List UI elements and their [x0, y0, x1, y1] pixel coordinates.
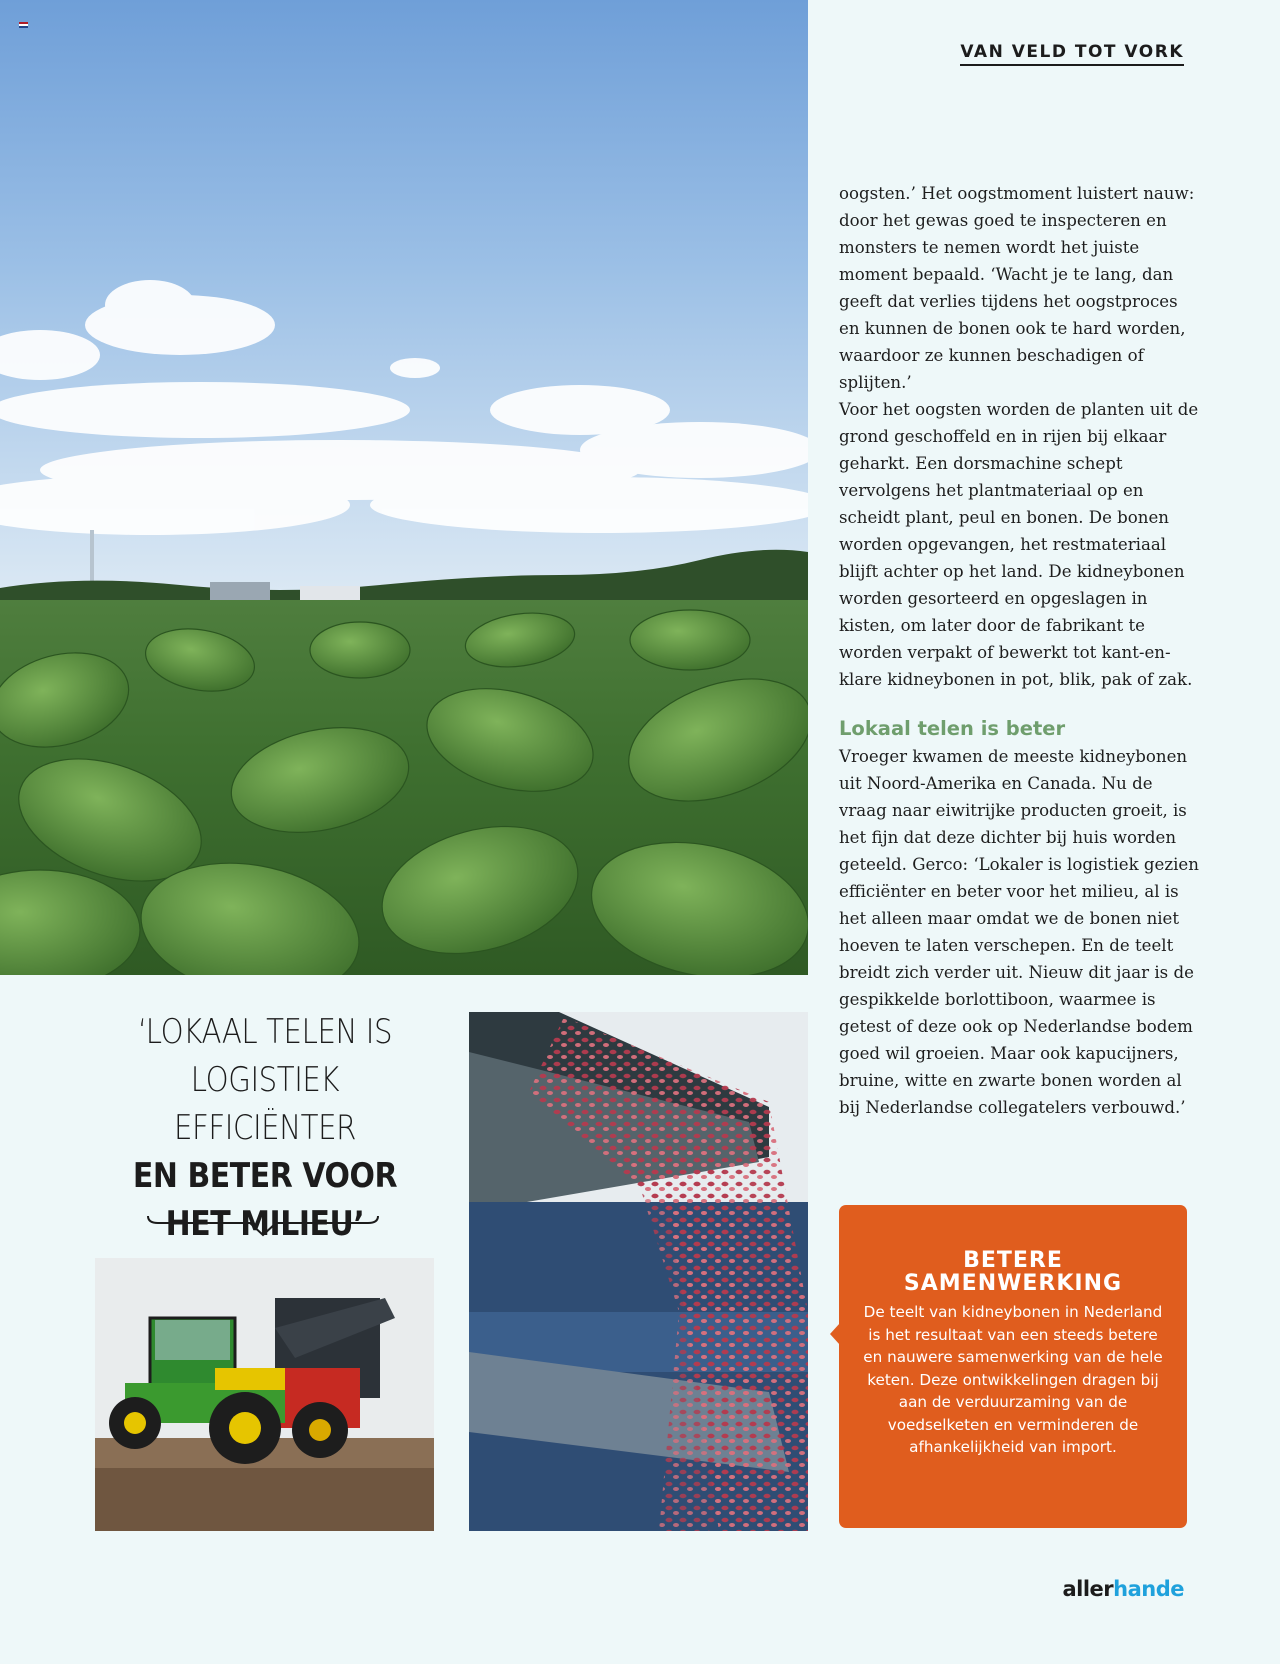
info-box-text: De teelt van kidneybonen in Nederland is het resultaat van een steeds betere en nauwere samenwerking van de hele keten. Deze ontwikkelingen dragen bij aan de verduurzaming van de voedselketen en verminderen de afhankelijkheid van import. — [863, 1303, 1163, 1456]
paragraph: oogsten.’ Het oogstmoment luistert nauw: door het gewas goed te inspecteren en monsters te nemen wordt het juiste moment bepaald. ‘Wacht je te lang, dan geeft dat verlies tijdens het oogstproces en kunnen de bonen ook te hard worden, waardoor ze kunnen beschadigen of splijten.’ — [839, 184, 1195, 392]
paragraph: Voor het oogsten worden de planten uit de grond geschoffeld en in rijen bij elkaar geharkt. Een dorsmachine schept vervolgens het plantmateriaal op en scheidt plant, peul en bonen. De bonen worden opgevangen, het restmateriaal blijft achter op het land. De kidneybonen worden gesorteerd en opgeslagen in kisten, om later door de fabrikant te worden verpakt of bewerkt tot kant-en-klare kidneybonen in pot, blik, pak of zak. — [839, 400, 1199, 689]
quote-divider — [146, 1214, 380, 1240]
brand-logo — [1062, 1577, 1184, 1601]
info-box — [839, 1205, 1187, 1528]
article-body — [839, 180, 1199, 1121]
hero-bean-field-photo — [0, 0, 808, 975]
quote-line: ‘LOKAAL TELEN IS — [137, 1012, 393, 1052]
info-box-title-line: BETERE — [963, 1248, 1063, 1273]
info-box-title-line: SAMENWERKING — [903, 1271, 1123, 1296]
quote-line: HET MILIEU’ — [165, 1204, 365, 1244]
logo-part: aller — [1062, 1577, 1114, 1601]
beans-harvest-photo — [469, 1012, 808, 1531]
logo-part: hande — [1113, 1577, 1184, 1601]
pull-quote — [82, 1008, 448, 1248]
info-box-title — [839, 1249, 1187, 1295]
section-tag: VAN VELD TOT VORK — [960, 42, 1184, 66]
quote-line: EN BETER VOOR — [132, 1156, 398, 1196]
quote-line: LOGISTIEK EFFICIËNTER — [173, 1060, 357, 1148]
flag-icon — [19, 22, 28, 28]
paragraph: Vroeger kwamen de meeste kidneybonen uit Noord-Amerika en Canada. Nu de vraag naar eiwitrijke producten groeit, is het fijn dat deze dichter bij huis worden geteeld. Gerco: ‘Lokaler is logistiek gezien efficiënter en beter voor het milieu, al is het alleen maar omdat we de bonen niet hoeven te laten verschepen. En de teelt breidt zich verder uit. Nieuw dit jaar is de gespikkelde borlottiboon, waarmee is getest of deze ook op Nederlandse bodem goed wil groeien. Maar ook kapucijners, bruine, witte en zwarte bonen worden al bij Nederlandse collegatelers verbouwd.’ — [839, 747, 1199, 1117]
tractor-photo — [95, 1258, 434, 1531]
subheading: Lokaal telen is beter — [839, 717, 1066, 740]
